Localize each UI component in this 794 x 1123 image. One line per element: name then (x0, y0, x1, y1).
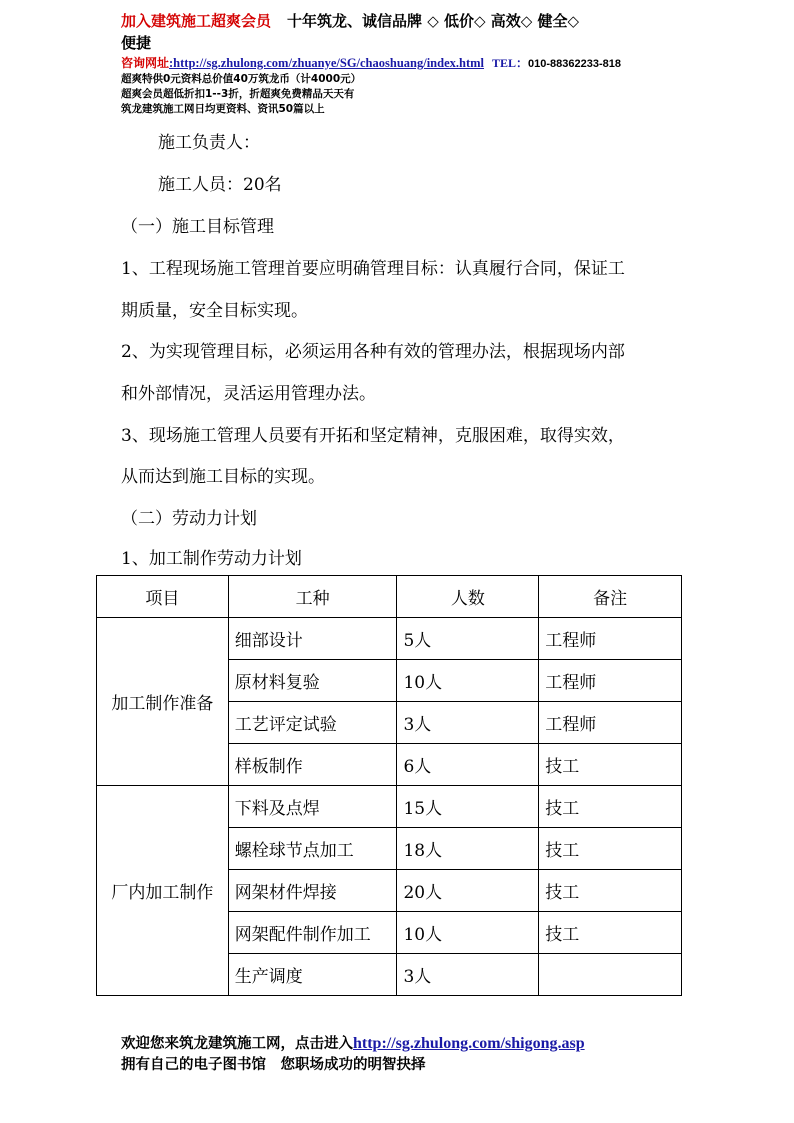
header-note-2: 超爽会员超低折扣1--3折，折超爽免费精品天天有 (121, 88, 355, 100)
note-cell: 工程师 (539, 618, 682, 660)
consult-label: 咨询网址 (121, 56, 170, 70)
table-header-row (97, 576, 682, 618)
note-cell: 技工 (539, 828, 682, 870)
header-count: 人数 (397, 576, 539, 618)
note-cell: 工程师 (539, 702, 682, 744)
item2-line2: 和外部情况，灵活运用管理办法。 (121, 384, 376, 404)
footer-line1 (121, 1032, 585, 1053)
table-row (97, 786, 682, 828)
tel-label: TEL： (492, 56, 529, 70)
trade-cell: 原材料复验 (228, 660, 397, 702)
item1-line1: 1、工程现场施工管理首要应明确管理目标：认真履行合同，保证工 (121, 259, 625, 279)
item2-line1: 2、为实现管理目标，必须运用各种有效的管理办法，根据现场内部 (121, 342, 625, 362)
count-cell: 3人 (397, 702, 539, 744)
count-cell: 10人 (397, 660, 539, 702)
sub1-title: 1、加工制作劳动力计划 (121, 549, 302, 569)
header-note: 备注 (539, 576, 682, 618)
item3-line1: 3、现场施工管理人员要有开拓和坚定精神，克服困难，取得实效， (121, 426, 625, 446)
note-cell: 技工 (539, 870, 682, 912)
section1-title: （一）施工目标管理 (121, 217, 274, 237)
brand-slogan: 十年筑龙、诚信品牌 ◇ 低价◇ 高效◇ 健全◇ (287, 12, 580, 30)
labor-plan-table (96, 575, 682, 996)
item1-line2: 期质量，安全目标实现。 (121, 301, 308, 321)
trade-cell: 网架配件制作加工 (228, 912, 397, 954)
join-member-link[interactable]: 加入建筑施工超爽会员 (121, 12, 272, 30)
trade-cell: 样板制作 (228, 744, 397, 786)
section2-title: （二）劳动力计划 (121, 509, 257, 529)
trade-cell: 生产调度 (228, 954, 397, 996)
footer-line2: 拥有自己的电子图书馆 您职场成功的明智抉择 (121, 1057, 426, 1073)
table-row (97, 618, 682, 660)
header-note-3: 筑龙建筑施工网日均更资料、资讯50篇以上 (121, 103, 325, 115)
note-cell: 技工 (539, 744, 682, 786)
item3-line2: 从而达到施工目标的实现。 (121, 467, 325, 487)
footer-url-link[interactable]: http://sg.zhulong.com/shigong.asp (353, 1035, 585, 1052)
note-cell (539, 954, 682, 996)
count-cell: 5人 (397, 618, 539, 660)
group-factory: 厂内加工制作 (97, 786, 229, 996)
header-project: 项目 (97, 576, 229, 618)
trade-cell: 网架材件焊接 (228, 870, 397, 912)
count-cell: 15人 (397, 786, 539, 828)
header-banner-line1 (121, 10, 579, 31)
count-cell: 10人 (397, 912, 539, 954)
note-cell: 技工 (539, 786, 682, 828)
count-cell: 20人 (397, 870, 539, 912)
note-cell: 技工 (539, 912, 682, 954)
responsible-person: 施工负责人： (158, 133, 260, 153)
header-contact-line (121, 54, 621, 71)
trade-cell: 工艺评定试验 (228, 702, 397, 744)
header-trade: 工种 (228, 576, 397, 618)
footer-welcome-text: 欢迎您来筑龙建筑施工网，点击进入 (121, 1036, 353, 1052)
group-preparation: 加工制作准备 (97, 618, 229, 786)
consult-url-link[interactable]: :http://sg.zhulong.com/zhuanye/SG/chaoshuang/index.html (169, 56, 485, 70)
note-cell: 工程师 (539, 660, 682, 702)
header-banner-line2: 便捷 (121, 34, 152, 52)
staff-count: 施工人员：20名 (158, 175, 282, 195)
trade-cell: 下料及点焊 (228, 786, 397, 828)
count-cell: 6人 (397, 744, 539, 786)
trade-cell: 细部设计 (228, 618, 397, 660)
trade-cell: 螺栓球节点加工 (228, 828, 397, 870)
tel-number: 010-88362233-818 (528, 58, 622, 70)
count-cell: 18人 (397, 828, 539, 870)
header-note-1: 超爽特供0元资料总价值40万筑龙币（计4000元） (121, 73, 362, 85)
count-cell: 3人 (397, 954, 539, 996)
